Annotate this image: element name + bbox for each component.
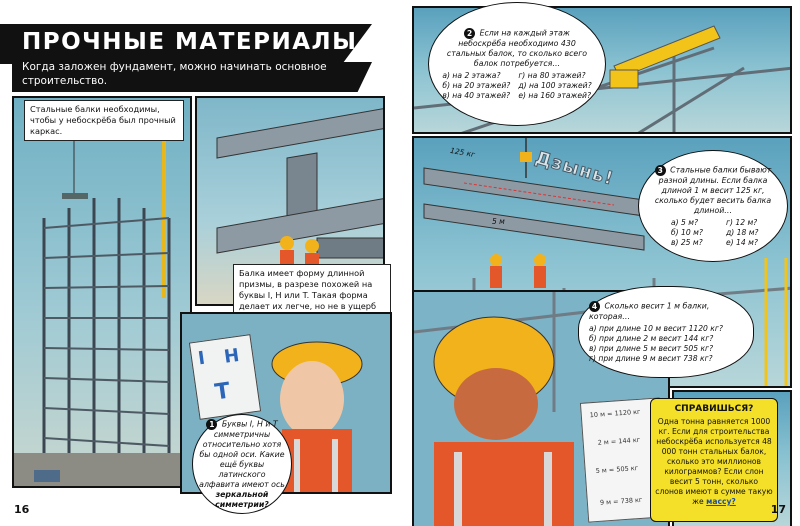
challenge-emphasis: массу? [706, 497, 736, 506]
skyscraper-frame-illustration [14, 98, 192, 488]
option-item: г) при длине 9 м весит 738 кг? [589, 353, 713, 363]
question-3-bubble [638, 150, 788, 262]
sign-letter-h: H [222, 344, 241, 368]
beam-weight-label: 125 кг [449, 145, 476, 160]
option-item: б) 10 м? [671, 227, 703, 237]
caption-prism: Балка имеет форму длинной призмы, в разрезе похожей на буквы I, H или T. Такая форма делает их легче, но не в ущерб [233, 264, 391, 327]
question-1-text: Буквы I, H и T симметричны относительно хотя бы одной оси. Какие ещё буквы латинского алфавита имеют ось [199, 419, 285, 489]
panel-building-frame [12, 96, 192, 488]
question-3-options [653, 218, 773, 248]
option-item: в) 25 м? [671, 237, 703, 247]
option-item: а) при длине 10 м весит 1120 кг? [589, 323, 723, 333]
challenge-text: Одна тонна равняется 1000 кг. Если для строительства небоскрёба используется 48 000 тонн стальных балок, сколько это миллионов килограммов? Если слон весит 5 тонн, сколько слонов имеют в сумме такую же [655, 417, 773, 506]
option-item: в) при длине 5 м весит 505 кг? [589, 343, 714, 353]
clipboard-note: 5 м = 505 кг [595, 464, 639, 475]
question-4-options [589, 324, 743, 364]
question-2-bubble [428, 2, 606, 126]
right-page [400, 0, 800, 526]
question-4-number: 4 [589, 301, 600, 312]
question-4-bubble [578, 286, 754, 378]
option-item: в) на 40 этажей? [442, 90, 511, 100]
question-2-number: 2 [464, 28, 475, 39]
caption-frame: Стальные балки необходимы, чтобы у небоскрёба был прочный каркас. [24, 100, 184, 141]
challenge-box [650, 398, 778, 522]
page-number-right: 17 [770, 503, 786, 516]
clipboard-note: 10 м = 1120 кг [589, 407, 641, 420]
option-item: д) на 100 этажей? [518, 80, 592, 90]
clipboard-note: 9 м = 738 кг [599, 495, 643, 507]
question-2-text: Если на каждый этаж небоскрёба необходимо 430 стальных балок, то сколько всего балок потребуется… [446, 28, 588, 68]
option-item: г) на 80 этажей? [518, 70, 586, 80]
option-item: е) на 160 этажей? [518, 90, 592, 100]
challenge-heading: СПРАВИШЬСЯ? [674, 404, 754, 414]
page-title: ПРОЧНЫЕ МАТЕРИАЛЫ [22, 29, 358, 55]
question-1-emphasis: зеркальной симметрии? [215, 489, 269, 509]
question-3-text: Стальные балки бывают разной длины. Если балка длиной 1 м весит 125 кг, сколько будет весить балка длиной… [654, 165, 772, 215]
question-2-options [442, 71, 591, 101]
option-item: б) при длине 2 м весит 144 кг? [589, 333, 714, 343]
option-item: е) 14 м? [726, 237, 758, 247]
letters-sign [189, 334, 261, 420]
sign-letter-t: T [213, 378, 232, 406]
question-1-number: 1 [206, 419, 217, 430]
clipboard-note: 2 м = 144 кг [597, 435, 641, 447]
option-item: б) на 20 этажей? [442, 80, 511, 90]
beam-length-label: 5 м [492, 217, 505, 226]
option-item: а) 5 м? [671, 217, 699, 227]
question-3-number: 3 [655, 165, 666, 176]
page-subtitle: Когда заложен фундамент, можно начинать основное строительство. [22, 61, 327, 87]
page-number-left: 16 [14, 503, 30, 516]
option-item: г) 12 м? [726, 217, 758, 227]
question-1-bubble [192, 414, 292, 514]
sign-letter-i: I [196, 347, 207, 370]
question-4-text: Сколько весит 1 м балки, которая… [589, 301, 710, 321]
option-item: д) 18 м? [726, 227, 759, 237]
option-item: а) на 2 этажа? [442, 70, 501, 80]
clang-sound-text: Дзынь! [532, 147, 617, 190]
